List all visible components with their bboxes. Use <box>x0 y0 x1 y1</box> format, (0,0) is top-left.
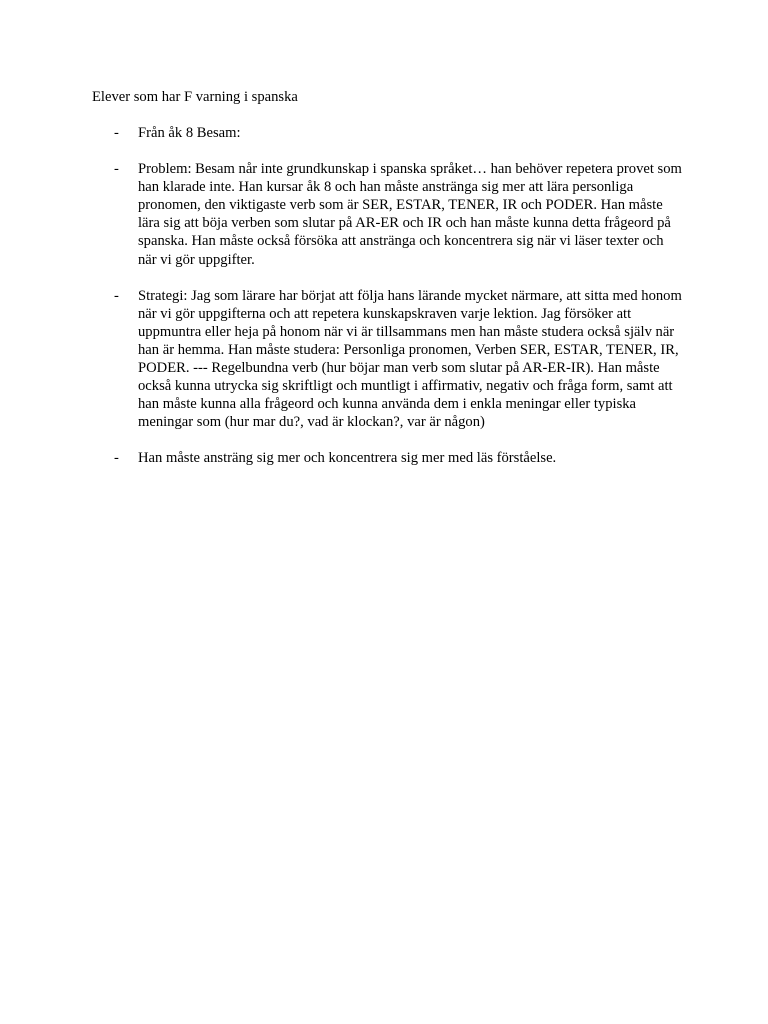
bullet-item-strategy <box>92 287 682 432</box>
bullet-item-effort <box>92 449 682 467</box>
bullet-text-strategy: Strategi: Jag som lärare har börjat att följa hans lärande mycket närmare, att sitta med honom när vi gör uppgifterna och att repetera kunskapskraven varje lektion. Jag försöker att uppmuntra eller heja på honom när vi är tillsammans men han måste studera också själv när han är hemma. Han måste studera: Personliga pronomen, Verben SER, ESTAR, TENER, IR, PODER. --- Regelbundna verb (hur böjar man verb som slutar på AR-ER-IR). Han måste också kunna utrycka sig skriftligt och muntligt i affirmativ, negativ och fråga form, samt att han måste kunna alla frågeord och kunna använda dem i enkla meningar eller typiska meningar som (hur mar du?, vad är klockan?, var är någon) <box>138 287 682 431</box>
bullet-list <box>92 124 682 486</box>
bullet-dash: - <box>114 450 119 467</box>
bullet-dash: - <box>114 125 119 141</box>
bullet-text-problem: Problem: Besam når inte grundkunskap i spanska språket… han behöver repetera provet som han klarade inte. Han kursar åk 8 och han måste anstränga sig mer att lära personliga pronomen, den viktigaste verb som är SER, ESTAR, TENER, IR och PODER. Han måste lära sig att böja verben som slutar på AR-ER och IR och han måste kunna detta frågeord på spanska. Han måste också försöka att anstränga och koncentrera sig när vi läser texter och när vi gör uppgifter. <box>138 161 682 268</box>
bullet-item-problem <box>92 160 682 269</box>
document-title: Elever som har F varning i spanska <box>92 89 298 105</box>
bullet-text-effort: Han måste ansträng sig mer och koncentrera sig mer med läs förståelse. <box>138 450 557 467</box>
bullet-dash: - <box>114 287 119 304</box>
bullet-text-student: Från åk 8 Besam: <box>138 125 241 141</box>
bullet-item-student <box>92 124 682 142</box>
bullet-dash: - <box>114 161 119 178</box>
